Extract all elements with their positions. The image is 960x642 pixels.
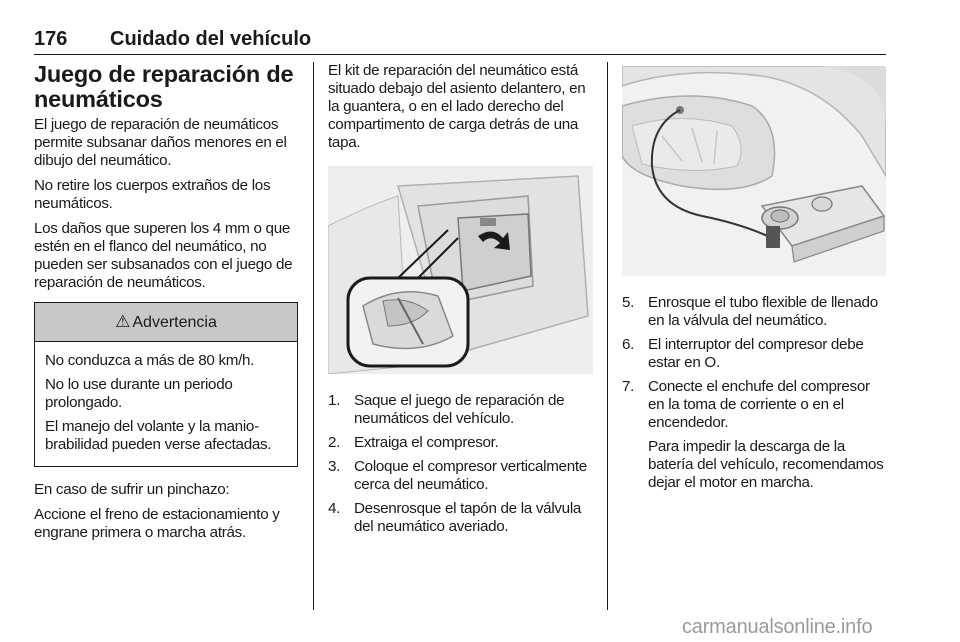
- paragraph: El kit de reparación del neumático está situado debajo del asiento delantero, en la guantera, o en el lado derecho del compartimento de carga detrás de una tapa.: [328, 62, 586, 151]
- compressor-hose-tire-illustration: [622, 66, 886, 276]
- steps-list: [622, 294, 888, 492]
- list-item: 3. Coloque el compresor verticalmente cerca del neumático.: [328, 458, 587, 493]
- warning-header: [35, 303, 297, 342]
- watermark: carmanualsonline.info: [682, 616, 873, 638]
- list-item: 4. Desenrosque el tapón de la válvula del neumático averiado.: [328, 500, 582, 535]
- list-item: 2. Extraiga el compresor.: [328, 434, 499, 451]
- column-divider: [607, 62, 608, 610]
- list-item: 6. El interruptor del compresor debe estar en O.: [622, 336, 864, 371]
- warning-paragraph: No conduzca a más de 80 km/h.: [45, 352, 255, 369]
- column-right: [622, 62, 888, 498]
- column-left: [34, 62, 298, 549]
- paragraph: El juego de reparación de neumáticos permite subsanar daños menores en el dibujo del neumático.: [34, 116, 287, 169]
- warning-paragraph: El manejo del volante y la maniobrabilidad pueden verse afectadas.: [45, 418, 272, 453]
- page-number: 176: [34, 28, 68, 50]
- step-note: Para impedir la descarga de la batería del vehículo, recomendamos dejar el motor en marcha.: [648, 438, 884, 491]
- running-title: Cuidado del vehículo: [110, 28, 312, 50]
- warning-paragraph: No lo use durante un periodo prolongado.: [45, 376, 233, 411]
- paragraph: Los daños que superen los 4 mm o que estén en el flanco del neumático, no pueden ser subsanados con el juego de reparación de neumáticos.: [34, 220, 293, 291]
- list-item: 7. Conecte el enchufe del compresor en la toma de corriente o en el encendedor. Para impedir la descarga de la batería del vehículo, recomendamos dejar el motor en marcha.: [622, 378, 888, 492]
- paragraph: Accione el freno de estacionamiento y engrane primera o marcha atrás.: [34, 506, 280, 541]
- warning-body: [35, 342, 297, 466]
- list-item: 5. Enrosque el tubo flexible de llenado en la válvula del neumático.: [622, 294, 878, 329]
- warning-title: Advertencia: [132, 314, 217, 331]
- column-middle: [328, 62, 593, 542]
- paragraph: No retire los cuerpos extraños de los neumáticos.: [34, 177, 271, 212]
- steps-list: [328, 392, 593, 536]
- warning-box: [34, 302, 298, 467]
- repair-kit-location-illustration: [328, 166, 593, 374]
- list-item: 1. Saque el juego de reparación de neumáticos del vehículo.: [328, 392, 565, 427]
- paragraph: En caso de sufrir un pinchazo:: [34, 481, 230, 498]
- page-header: [34, 26, 886, 55]
- warning-triangle-icon: ⚠: [115, 312, 131, 331]
- column-divider: [313, 62, 314, 610]
- section-heading: Juego de reparación de neumáticos: [34, 61, 294, 112]
